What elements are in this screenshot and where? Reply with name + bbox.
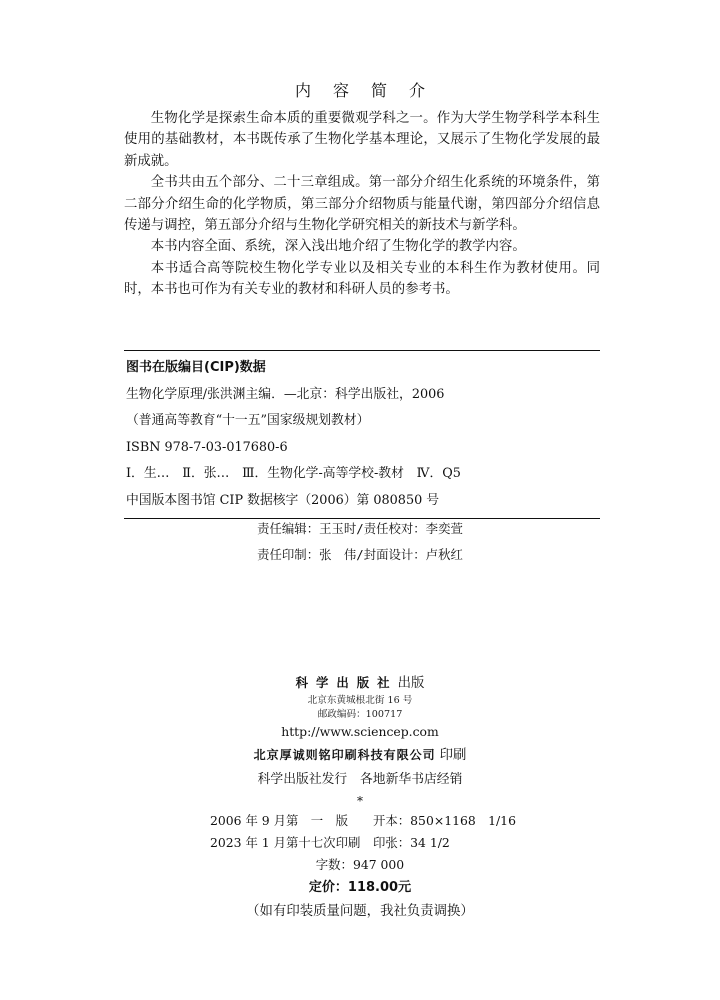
publisher-name: 科学出版社 <box>295 675 398 690</box>
cip-row: Ⅰ．生… Ⅱ．张… Ⅲ．生物化学-高等学校-教材 Ⅳ．Q5 <box>126 466 461 481</box>
printer-name: 北京厚诚则铭印刷科技有限公司 <box>253 748 436 762</box>
cip-row: ISBN 978-7-03-017680-6 <box>126 439 288 455</box>
intro-paragraph: 本书适合高等院校生物化学专业以及相关专业的本科生作为教材使用。同时，本书也可作为有关专业的教材和科研人员的参考书。 <box>124 260 600 298</box>
page-title: 内容简介 <box>294 81 447 100</box>
publication-specs <box>0 810 720 876</box>
publisher-address: 北京东黄城根北街 16 号 <box>307 695 413 706</box>
imprint-block <box>0 672 720 924</box>
editorial-staff <box>0 516 720 568</box>
cip-row: 中国版本图书馆 CIP 数据核字（2006）第 080850 号 <box>126 492 440 508</box>
intro-paragraph: 本书内容全面、系统，深入浅出地介绍了生物化学的教学内容。 <box>150 239 526 255</box>
postcode: 邮政编码：100717 <box>317 709 403 720</box>
cip-data-block <box>124 350 600 519</box>
printer-line <box>0 742 720 768</box>
edition: 2006 年 9 月第 一 版 <box>210 813 348 828</box>
book-introduction <box>124 108 600 301</box>
intro-paragraph: 生物化学是探索生命本质的重要微观学科之一。作为大学生物学科学本科生使用的基础教材，本书既传承了生物化学基本理论，又展示了生物化学发展的最新成就。 <box>124 111 600 169</box>
printer-suffix: 印刷 <box>439 748 467 763</box>
printing: 2023 年 1 月第十七次印刷 <box>210 835 361 850</box>
intro-paragraph: 全书共由五个部分、二十三章组成。第一部分介绍生化系统的环境条件，第二部分介绍生命的化学物质，第三部分介绍物质与能量代谢，第四部分介绍信息传递与调控，第五部分介绍与生物化学研究相关的新技术与新学科。 <box>124 175 600 234</box>
separator-star: * <box>357 794 363 808</box>
publisher-url: http://www.sciencep.com <box>281 724 439 739</box>
word-count: 字数：947 000 <box>315 857 405 872</box>
publisher-suffix: 出版 <box>397 676 425 691</box>
cip-row: （普通高等教育“十一五”国家级规划教材） <box>126 413 370 428</box>
format: 开本：850×1168 1/16 <box>373 813 516 828</box>
cip-heading: 图书在版编目(CIP)数据 <box>126 360 266 375</box>
staff-line: 责任印制：张 伟/封面设计：卢秋红 <box>257 547 463 562</box>
price: 定价：118.00元 <box>308 880 412 895</box>
distribution-line: 科学出版社发行 各地新华书店经销 <box>257 772 463 787</box>
cip-row: 生物化学原理/张洪渊主编．—北京：科学出版社，2006 <box>126 386 445 402</box>
publisher-line <box>0 672 720 694</box>
staff-line: 责任编辑：王玉时/责任校对：李奕萱 <box>257 521 463 536</box>
sheets: 印张：34 1/2 <box>373 835 450 850</box>
quality-notice: （如有印装质量问题，我社负责调换） <box>246 904 474 919</box>
